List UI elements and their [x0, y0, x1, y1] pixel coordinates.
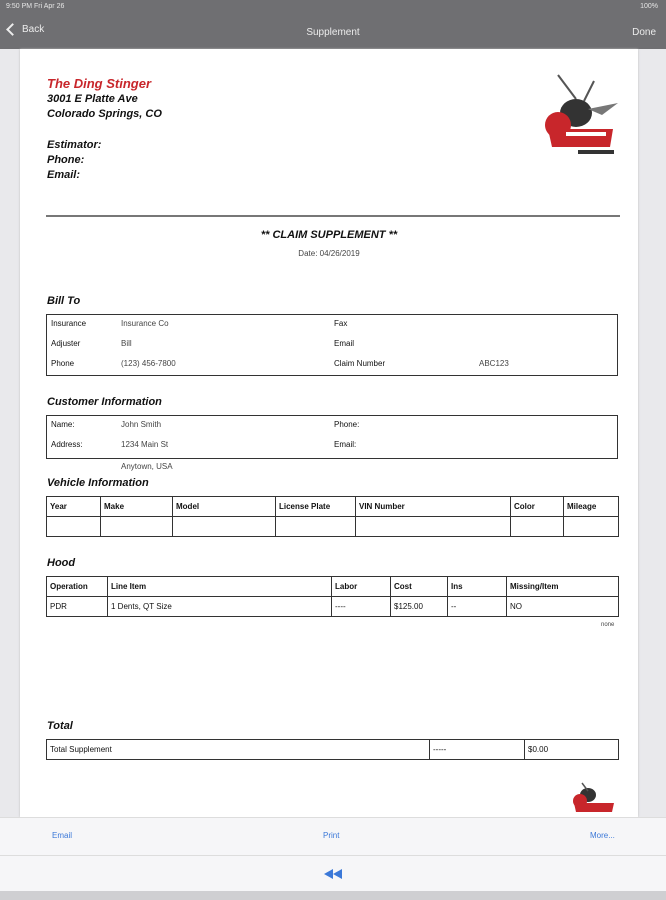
bottom-toolbar [0, 817, 666, 856]
estimator-phone-label: Phone: [47, 154, 85, 166]
fax-label: Fax [334, 319, 348, 328]
hood-cell-labor: ---- [332, 597, 391, 617]
more-button[interactable]: More... [590, 831, 615, 840]
hood-cell-operation: PDR [47, 597, 108, 617]
customer-name-label: Name: [51, 420, 75, 429]
total-amount: $0.00 [525, 740, 619, 760]
table-row [47, 740, 619, 760]
back-label: Back [22, 24, 45, 35]
hood-cell-missing-item: NO [507, 597, 619, 617]
shop-address-line1: 3001 E Platte Ave [47, 93, 138, 105]
customer-phone-label: Phone: [334, 420, 360, 429]
adjuster-value: Bill [121, 339, 132, 348]
header-divider [46, 215, 620, 217]
table-row [47, 597, 619, 617]
hood-col-labor: Labor [332, 577, 391, 597]
status-bar [0, 0, 666, 14]
insurance-label: Insurance [51, 319, 87, 328]
customer-address-city: Anytown, USA [121, 462, 173, 471]
vehicle-col-mileage: Mileage [564, 497, 619, 517]
customer-heading: Customer Information [47, 396, 162, 408]
ding-stinger-logo [518, 69, 620, 157]
claim-title: ** CLAIM SUPPLEMENT ** [260, 229, 398, 241]
done-button[interactable]: Done [632, 27, 656, 38]
billto-phone-label: Phone [51, 359, 75, 368]
total-label: Total Supplement [47, 740, 430, 760]
vehicle-col-make: Make [101, 497, 173, 517]
total-table [46, 739, 619, 760]
ding-stinger-logo-small [560, 781, 618, 815]
rewind-icon[interactable] [324, 869, 342, 879]
claim-date: Date: 04/26/2019 [298, 249, 360, 258]
hood-cell-cost: $125.00 [391, 597, 448, 617]
claim-number-value: ABC123 [479, 359, 509, 368]
claim-number-label: Claim Number [334, 359, 386, 368]
hood-col-cost: Cost [391, 577, 448, 597]
nav-title: Supplement [306, 27, 360, 38]
vehicle-col-year: Year [47, 497, 101, 517]
status-battery: 100% [640, 3, 658, 10]
shop-name: The Ding Stinger [47, 76, 151, 91]
adjuster-label: Adjuster [51, 339, 81, 348]
shop-address-line2: Colorado Springs, CO [47, 108, 162, 120]
billto-email-label: Email [334, 339, 355, 348]
estimator-label: Estimator: [47, 139, 102, 151]
hood-col-line-item: Line Item [108, 577, 332, 597]
hood-note: none [601, 622, 615, 628]
email-button[interactable]: Email [52, 831, 73, 840]
hood-cell-ins: -- [448, 597, 507, 617]
estimator-email-label: Email: [47, 169, 81, 181]
customer-box [46, 415, 618, 459]
navigation-bar [0, 14, 666, 49]
total-mid: ----- [430, 740, 525, 760]
bill-to-heading: Bill To [47, 295, 81, 307]
vehicle-col-license-plate: License Plate [276, 497, 356, 517]
customer-name-value: John Smith [121, 420, 162, 429]
home-indicator-bar [0, 891, 666, 900]
insurance-value: Insurance Co [121, 319, 169, 328]
hood-table [46, 576, 619, 617]
customer-address-value: 1234 Main St [121, 440, 169, 449]
hood-col-missing-item: Missing/Item [507, 577, 619, 597]
status-time: 9:50 PM Fri Apr 26 [6, 3, 65, 10]
print-button[interactable]: Print [323, 831, 340, 840]
vehicle-col-color: Color [511, 497, 564, 517]
vehicle-heading: Vehicle Information [47, 477, 149, 489]
customer-address-label: Address: [51, 440, 83, 449]
page-navigator [0, 855, 666, 892]
vehicle-col-model: Model [173, 497, 276, 517]
vehicle-col-vin: VIN Number [356, 497, 511, 517]
customer-email-label: Email: [334, 440, 357, 449]
bill-to-box [46, 314, 618, 376]
hood-cell-line-item: 1 Dents, QT Size [108, 597, 332, 617]
hood-heading: Hood [47, 557, 76, 569]
document-page [20, 49, 638, 817]
table-row [47, 517, 619, 537]
hood-col-ins: Ins [448, 577, 507, 597]
total-heading: Total [47, 720, 73, 732]
vehicle-table [46, 496, 619, 537]
hood-col-operation: Operation [47, 577, 108, 597]
billto-phone-value: (123) 456-7800 [121, 359, 176, 368]
